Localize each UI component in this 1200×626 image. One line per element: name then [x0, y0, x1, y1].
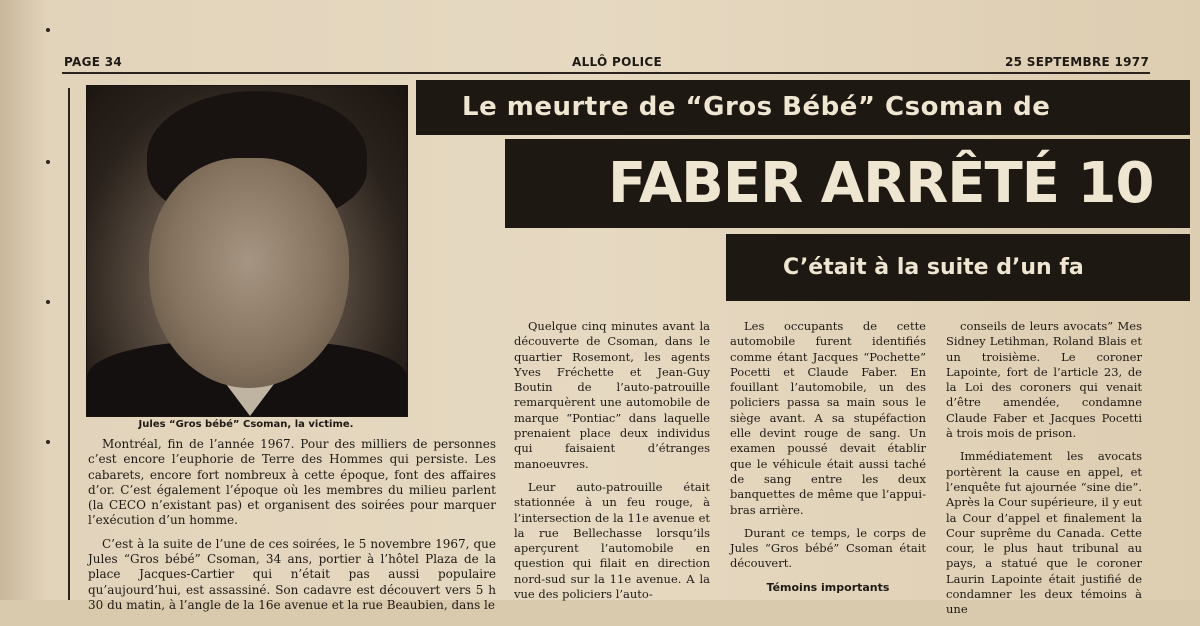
margin-dot: [46, 160, 50, 164]
paragraph: C’est à la suite de l’une de ces soirées, le 5 novembre 1967, que Jules “Gros bébé” Csoman, 34 ans, portier à l’hôtel Plaza de la place Jacques-Cartier qui n’était pas aussi populaire qu’aujourd’hui, est assassiné. Son cadavre est découvert vers 5 h 30 du matin, à l’angle de la 16e avenue et la rue Beaubien, dans le: [88, 536, 496, 612]
issue-date: 25 SEPTEMBRE 1977: [1005, 55, 1150, 69]
paragraph: Durant ce temps, le corps de Jules “Gros bébé” Csoman était découvert.: [730, 525, 926, 571]
column-rule: [68, 88, 70, 600]
paragraph: Les occupants de cette automobile furent identifiés comme étant Jacques “Pochette” Pocetti et Claude Faber. En fouillant l’automobile, un des policiers passa sa main sous le siège avant. A sa stupéfaction elle devint rouge de sang. Un examen poussé devait établir que le véhicule était aussi taché de sang entre les deux banquettes de même que l’appui-bras arrière.: [730, 319, 926, 517]
headline-deck: C’était à la suite d’un fa: [726, 234, 1190, 301]
article-column-2: [514, 319, 710, 610]
subheading: Témoins importants: [766, 580, 890, 594]
victim-photo: [86, 85, 408, 417]
paragraph: Leur auto-patrouille était stationnée à un feu rouge, à l’intersection de la 11e avenue et la rue Bellechasse lorsqu’ils aperçurent l’automobile en question qui filait en direction nord-sud sur la 11e avenue. A la vue des policiers l’auto-: [514, 479, 710, 602]
headline-main: FABER ARRÊTÉ 10: [505, 139, 1190, 228]
page-number: PAGE 34: [64, 55, 123, 69]
photo-caption: Jules “Gros bébé” Csoman, la victime.: [138, 419, 354, 430]
article-column-1: [88, 437, 496, 621]
article-column-3: [730, 319, 926, 595]
margin-dot: [46, 28, 50, 32]
header-rule: [62, 72, 1150, 74]
margin-dot: [46, 300, 50, 304]
headline-kicker: Le meurtre de “Gros Bébé” Csoman de: [416, 80, 1190, 135]
article-column-4: [946, 319, 1142, 626]
paragraph: Montréal, fin de l’année 1967. Pour des milliers de personnes c’est encore l’euphorie de Terre des Hommes qui persiste. Les cabarets, encore fort nombreux à cette époque, font des affaires d’or. C’est également l’époque où les membres du milieu parlent (la CECO n’existant pas) et organisent des soirées pour marquer l’exécution d’un homme.: [88, 437, 496, 528]
paragraph: conseils de leurs avocats” Mes Sidney Letihman, Roland Blais et un troisième. Le coroner Lapointe, fort de l’article 23, de la Loi des coroners qui venait d’être amendée, condamne Claude Faber et Jacques Pocetti à trois mois de prison.: [946, 319, 1142, 441]
publication-name: ALLÔ POLICE: [572, 55, 662, 69]
paragraph: Immédiatement les avocats portèrent la cause en appel, et l’enquête fut ajournée “sine die”. Après la Cour supérieure, il y eut la Cour d’appel et finalement la Cour suprême du Canada. Cette cour, le plus haut tribunal au pays, a statué que le coroner Laurin Lapointe était justifié de condamner les deux témoins à une: [946, 449, 1142, 617]
margin-dot: [46, 440, 50, 444]
paragraph: Quelque cinq minutes avant la découverte de Csoman, dans le quartier Rosemont, les agents Yves Fréchette et Jean-Guy Boutin de l’auto-patrouille remarquèrent une automobile de marque “Pontiac” dans laquelle prenaient place deux individus qui faisaient d’étranges manoeuvres.: [514, 319, 710, 471]
photo-face: [149, 158, 349, 388]
